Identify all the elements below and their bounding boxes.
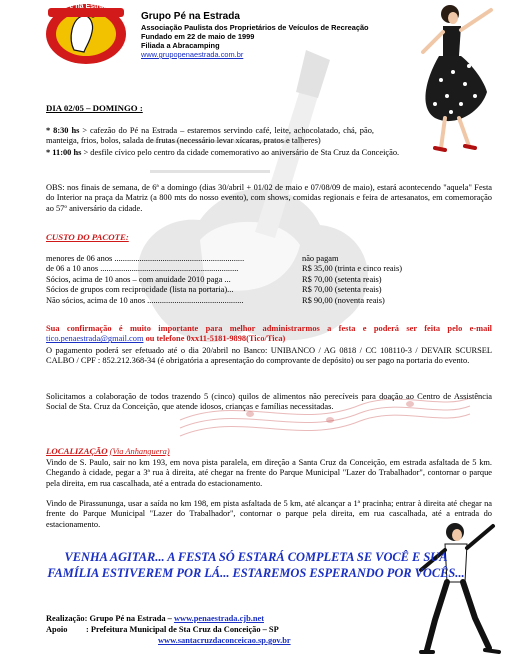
cost-row-value: R$ 90,00 (noventa reais)	[302, 295, 385, 305]
dancer-woman-illustration	[395, 0, 506, 160]
confirmation-paragraph	[46, 324, 492, 345]
realizacao-name: Grupo Pé na Estrada –	[89, 614, 174, 623]
cost-title: CUSTO DO PACOTE:	[46, 232, 129, 242]
breakfast-text: > cafezão do Pé na Estrada – estaremos servindo café, leite, achocolatado, chá, pão, manteiga, frios, bolos, salada de frutas (necessário levar xícaras, pratos e talheres)	[46, 126, 374, 146]
cost-table	[46, 254, 466, 306]
cost-row-value: R$ 70,00 (setenta reais)	[302, 285, 382, 295]
payment-paragraph: O pagamento poderá ser efetuado até o dia 20/abril no Banco: UNIBANCO / AG 0818 / CC 108110-3 / DEVAIR SCURSEL CALBO / CPF : 852.212.368-34 (é obrigatória a apresentação do comprovante de depósito) ou ser pago na portaria do evento.	[46, 346, 492, 366]
cost-row-label: menores de 06 anos ..............................................................	[46, 254, 245, 263]
group-name: Grupo Pé na Estrada	[141, 11, 240, 22]
realizacao-label: Realização:	[46, 614, 88, 623]
cost-row-label: de 06 a 10 anos ..................................................................	[46, 264, 239, 274]
day-title: DIA 02/05 – DOMINGO :	[46, 103, 143, 113]
logo-icon	[40, 2, 136, 66]
cost-row	[46, 285, 466, 295]
footer-apoio	[46, 625, 279, 635]
association-line: Associação Paulista dos Proprietários de Veículos de Recreação	[141, 23, 369, 32]
founded-line: Fundado em 22 de maio de 1999	[141, 32, 255, 41]
cost-row-value: R$ 35,00 (trinta e cinco reais)	[302, 264, 403, 274]
location-subtitle: (Via Anhanguera)	[109, 447, 170, 456]
confirmation-text: Sua confirmação é muito importante para melhor administrarmos a festa e poderá ser feita pelo e-mail	[46, 324, 492, 333]
cost-row-value: não pagam	[302, 254, 339, 263]
cost-row	[46, 254, 466, 264]
location-heading	[46, 446, 170, 457]
header-block	[141, 11, 391, 59]
footer-realizacao	[46, 614, 264, 624]
cost-row-label: Sócios, acima de 10 anos – com anuidade 2010 paga ...	[46, 274, 231, 284]
slogan-text: VENHA AGITAR... A FESTA SÓ ESTARÁ COMPLETA SE VOCÊ E SUA FAMÍLIA ESTIVEREM POR LÁ... ESTAREMOS ESPERANDO POR VOCÊS...	[47, 550, 465, 580]
directions-sao-paulo: Vindo de S. Paulo, sair no km 193, em nova pista paralela, em direção a Santa Cruz da Conceição, em estrada asfaltada de 5 km. Chegando à cidade, pegar a 3ª rua à direita, até chegar na frente do Parque Municipal "Lazer do Trabalhador", contornar o parque pela direita, em rua cascalhada, até a entrada do estacionamento.	[46, 458, 492, 488]
affiliation-line: Filiada a Abracamping	[141, 41, 220, 50]
cost-row-label: Sócios de grupos com reciprocidade (lista na portaria)...	[46, 285, 234, 295]
apoio-site-link[interactable]: www.santacruzdaconceicao.sp.gov.br	[158, 636, 291, 645]
location-title: LOCALIZAÇÃO	[46, 446, 108, 456]
realizacao-site-link[interactable]: www.penaestrada.cjb.net	[173, 614, 264, 623]
email-link[interactable]: tico.penaestrada@gmail.com	[46, 334, 144, 344]
apoio-name: : Prefeitura Municipal de Sta Cruz da Conceição – SP	[86, 625, 279, 634]
cost-row	[46, 264, 466, 274]
apoio-label: Apoio	[46, 625, 68, 634]
obs-paragraph: OBS: nos finais de semana, de 6ª a domingo (dias 30/abril + 01/02 de maio e 07/08/09 de maio), estará acontecendo "aquela" Festa do Interior na praça da Matriz (a 800 mts do nosso evento), com shows, comidas regionais e feira de artesanatos, em comemoração ao 57º aniversário da cidade.	[46, 183, 492, 213]
day-item-parade	[46, 148, 492, 158]
website-link[interactable]: www.grupopenaestrada.com.br	[141, 50, 244, 59]
parade-text: > desfile cívico pelo centro da cidade comemorativo ao aniversário de Sta Cruz da Conceição.	[81, 148, 400, 157]
breakfast-time: * 8:30 hs	[46, 126, 80, 135]
cost-row	[46, 296, 466, 306]
cost-row-value: R$ 70,00 (setenta reais)	[302, 274, 382, 284]
logo-text: Pé na Estrada	[64, 3, 112, 10]
donation-paragraph: Solicitamos a colaboração de todos trazendo 5 (cinco) quilos de alimentos não perecíveis para doação ao Centro de Assistência Social de Sta. Cruz da Conceição, que atende idosos, crianças e famílias necessitadas.	[46, 392, 492, 412]
footer-apoio-site	[158, 636, 291, 646]
cost-row-label: Não sócios, acima de 10 anos ..............................................	[46, 295, 244, 305]
phone-text: ou telefone 0xx11-5181-9898(Tico/Tica)	[143, 334, 286, 344]
day-item-breakfast	[46, 126, 374, 147]
dancer-man-illustration	[405, 520, 506, 658]
parade-time: * 11:00 hs	[46, 148, 82, 157]
directions-pirassununga: Vindo de Pirassununga, usar a saída no km 198, em pista asfaltada de 5 km, até alcançar a 1ª pracinha; entrar à direita até chegar na frente do Parque Municipal "Lazer do Trabalhador", contornar o parque pela direita, em rua cascalhada, até a entrada do estacionamento.	[46, 499, 492, 529]
cost-row	[46, 275, 466, 285]
